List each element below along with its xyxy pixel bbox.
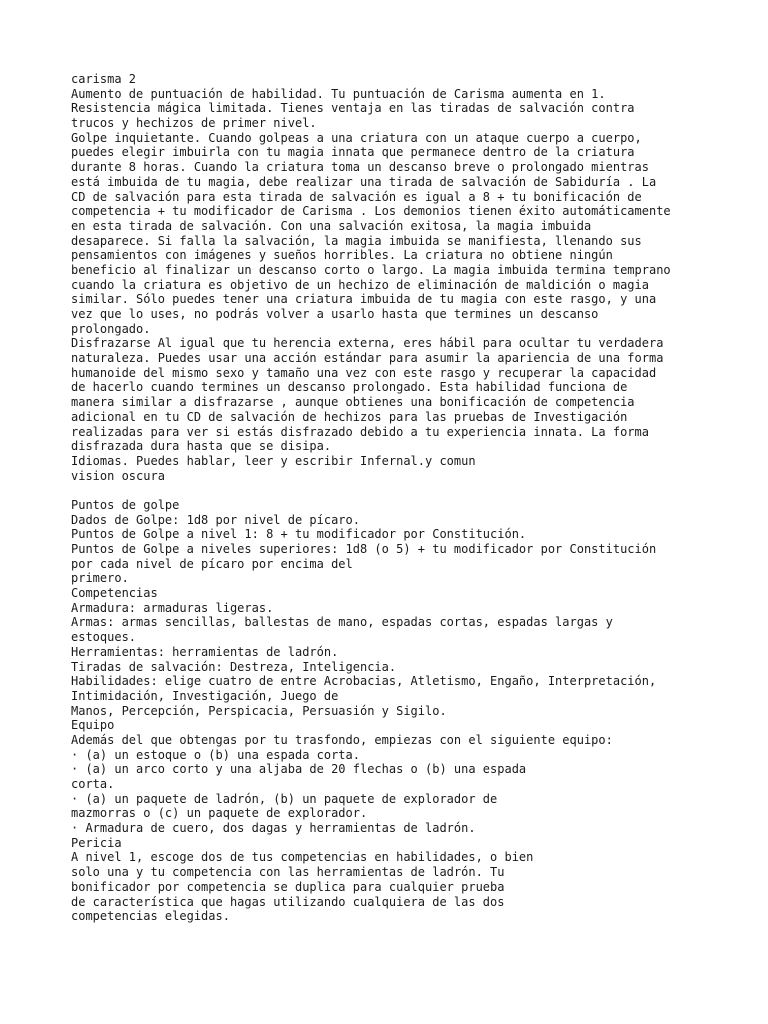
text-line: de característica que hagas utilizando cualquiera de las dos — [71, 894, 505, 909]
text-line: A nivel 1, escoge dos de tus competencias en habilidades, o bien — [71, 850, 534, 865]
text-line: · (a) un estoque o (b) una espada corta. — [71, 747, 360, 762]
text-line: Manos, Percepción, Perspicacia, Persuasión y Sigilo. — [71, 703, 447, 718]
text-line: corta. — [71, 777, 115, 791]
text-line: disfrazada dura hasta que se disipa. — [71, 439, 332, 454]
text-line: Tiradas de salvación: Destreza, Inteligencia. — [71, 659, 397, 674]
text-line: humanoide del mismo sexo y tamaño una vez con este rasgo y recuperar la capacidad — [71, 365, 657, 380]
text-line: · Armadura de cuero, dos dagas y herramientas de ladrón. — [71, 821, 476, 836]
text-line: Puntos de Golpe a niveles superiores: 1d8 (o 5) + tu modificador por Constitución — [71, 542, 657, 556]
text-line: pensamientos con imágenes y sueños horribles. La criatura no obtiene ningún — [71, 248, 613, 263]
text-line: competencia + tu modificador de Carisma . Los demonios tienen éxito automáticamente — [71, 204, 671, 219]
text-line: Armas: armas sencillas, ballestas de mano, espadas cortas, espadas largas y — [71, 615, 613, 630]
text-line: puedes elegir imbuirla con tu magia innata que permanece dentro de la criatura — [71, 145, 635, 160]
text-line: primero. — [71, 571, 129, 586]
text-line: Puntos de Golpe a nivel 1: 8 + tu modificador por Constitución. — [71, 527, 527, 542]
text-line: competencias elegidas. — [71, 909, 230, 924]
text-line: · (a) un paquete de ladrón, (b) un paquete de explorador de — [71, 791, 498, 806]
text-line: Habilidades: elige cuatro de entre Acrobacias, Atletismo, Engaño, Interpretación, — [71, 674, 657, 689]
text-line: está imbuida de tu magia, debe realizar una tirada de salvación de Sabiduría . La — [71, 174, 657, 189]
document-text-body — [71, 72, 731, 924]
text-line: Puntos de golpe — [71, 497, 180, 512]
text-line: Equipo — [71, 718, 115, 733]
text-line: similar. Sólo puedes tener una criatura imbuida de tu magia con este rasgo, y una — [71, 292, 657, 307]
text-line: desaparece. Si falla la salvación, la magia imbuida se manifiesta, llenando sus — [71, 233, 642, 248]
text-line: Competencias — [71, 586, 158, 601]
text-line: mazmorras o (c) un paquete de explorador. — [71, 806, 368, 821]
text-line: manera similar a disfrazarse , aunque obtienes una bonificación de competencia — [71, 395, 635, 410]
text-line: Armadura: armaduras ligeras. — [71, 600, 274, 615]
text-line: cuando la criatura es objetivo de un hechizo de eliminación de maldición o magia — [71, 277, 649, 292]
text-line: de hacerlo cuando termines un descanso prolongado. Esta habilidad funciona de — [71, 380, 628, 395]
text-line: Aumento de puntuación de habilidad. Tu puntuación de Carisma aumenta en 1. — [71, 86, 606, 101]
text-line: realizadas para ver si estás disfrazado debido a tu experiencia innata. La forma — [71, 424, 649, 439]
text-line: CD de salvación para esta tirada de salvación es igual a 8 + tu bonificación de — [71, 189, 642, 204]
text-line: Golpe inquietante. Cuando golpeas a una criatura con un ataque cuerpo a cuerpo, — [71, 130, 642, 145]
text-line: Herramientas: herramientas de ladrón. — [71, 644, 339, 659]
text-line: Pericia — [71, 835, 122, 850]
text-line: vision oscura — [71, 468, 165, 483]
text-line: Intimidación, Investigación, Juego de — [71, 688, 339, 703]
text-line: por cada nivel de pícaro por encima del — [71, 556, 353, 571]
text-line: Resistencia mágica limitada. Tienes ventaja en las tiradas de salvación contra — [71, 101, 635, 116]
text-line: beneficio al finalizar un descanso corto o largo. La magia imbuida termina temprano — [71, 262, 671, 277]
text-line: Además del que obtengas por tu trasfondo, empiezas con el siguiente equipo: — [71, 732, 613, 747]
text-line: Dados de Golpe: 1d8 por nivel de pícaro. — [71, 512, 360, 527]
text-line: Idiomas. Puedes hablar, leer y escribir Infernal.y comun — [71, 453, 476, 468]
text-line: naturaleza. Puedes usar una acción estándar para asumir la apariencia de una forma — [71, 351, 664, 366]
text-line: · (a) un arco corto y una aljaba de 20 flechas o (b) una espada — [71, 762, 527, 777]
text-line: vez que lo uses, no podrás volver a usarlo hasta que termines un descanso — [71, 307, 599, 321]
text-line: adicional en tu CD de salvación de hechizos para las pruebas de Investigación — [71, 409, 628, 424]
text-line: trucos y hechizos de primer nivel. — [71, 116, 317, 131]
text-line: en esta tirada de salvación. Con una salvación exitosa, la magia imbuida — [71, 218, 592, 233]
blank-line — [71, 483, 731, 498]
text-line: carisma 2 — [71, 72, 137, 86]
text-line: bonificador por competencia se duplica para cualquier prueba — [71, 879, 505, 894]
text-line: Disfrazarse Al igual que tu herencia externa, eres hábil para ocultar tu verdadera — [71, 336, 664, 351]
document-page — [71, 72, 731, 924]
text-line: solo una y tu competencia con las herramientas de ladrón. Tu — [71, 865, 505, 880]
text-line: estoques. — [71, 630, 137, 645]
text-line: durante 8 horas. Cuando la criatura toma un descanso breve o prolongado mientras — [71, 160, 649, 175]
text-line: prolongado. — [71, 321, 151, 336]
